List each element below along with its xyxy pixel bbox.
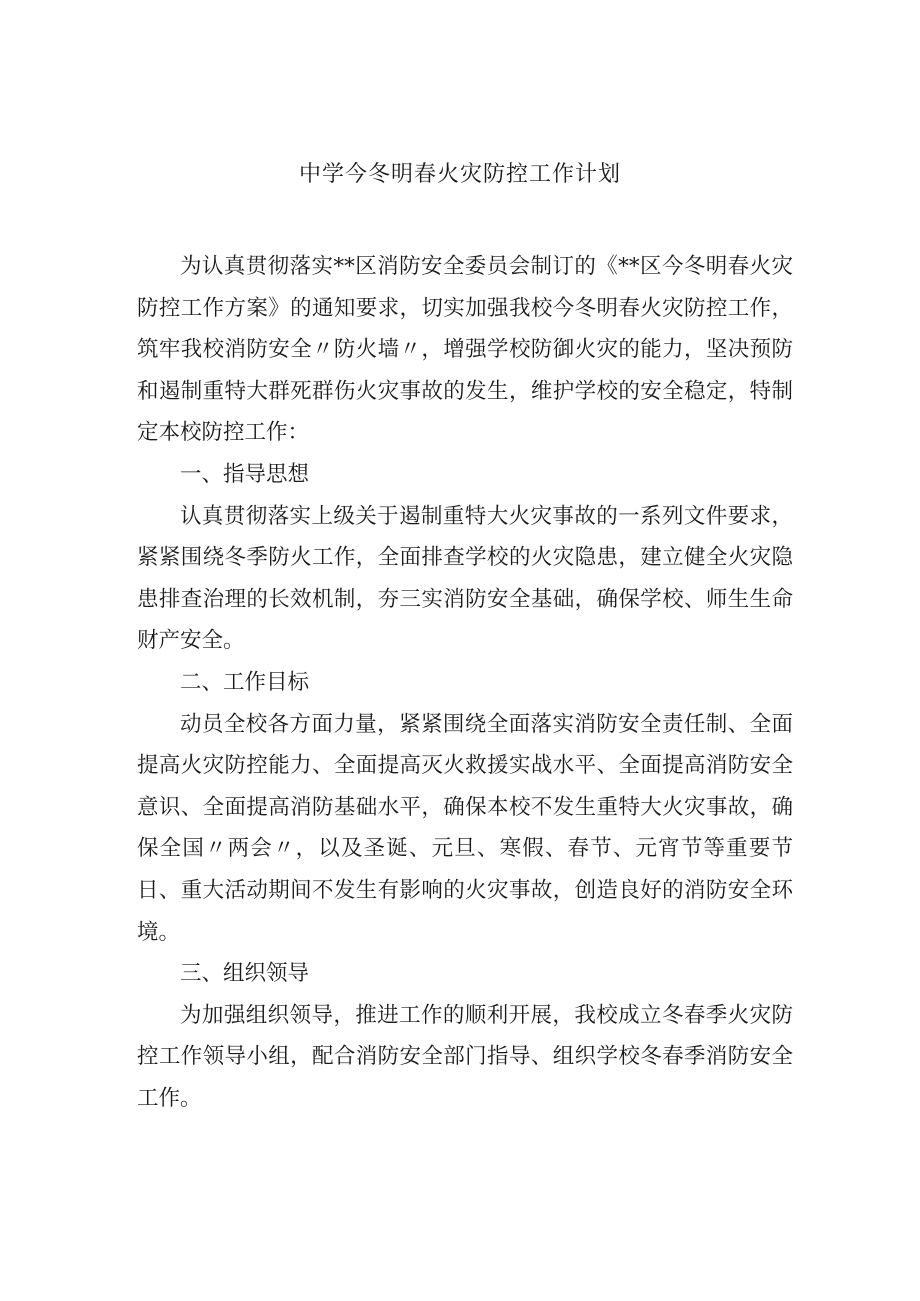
section-paragraph-guiding-ideology: 认真贯彻落实上级关于遏制重特大火灾事故的一系列文件要求，紧紧围绕冬季防火工作，全面排查学校的火灾隐患，建立健全火灾隐患排查治理的长效机制，夯三实消防安全基础，确保学校、师生生命财产安全。 — [137, 503, 793, 654]
section-paragraph-work-goals: 动员全校各方面力量，紧紧围绕全面落实消防安全责任制、全面提高火灾防控能力、全面提高灭火救援实战水平、全面提高消防安全意识、全面提高消防基础水平，确保本校不发生重特大火灾事故，确保全国〃两会〃，以及圣诞、元旦、寒假、春节、元宵节等重要节日、重大活动期间不发生有影响的火灾事故，创造良好的消防安全环境。 — [137, 711, 793, 945]
section-heading-guiding-ideology: 一、指导思想 — [180, 461, 310, 487]
document-title: 中学今冬明春火灾防控工作计划 — [298, 162, 621, 187]
section-paragraph-organization-leadership: 为加强组织领导，推进工作的顺利开展，我校成立冬春季火灾防控工作领导小组，配合消防安全部门指导、组织学校冬春季消防安全工作。 — [137, 1002, 793, 1111]
intro-paragraph: 为认真贯彻落实**区消防安全委员会制订的《**区今冬明春火灾防控工作方案》的通知要求，切实加强我校今冬明春火灾防控工作，筑牢我校消防安全〃防火墙〃，增强学校防御火灾的能力，坚决预防和遏制重特大群死群伤火灾事故的发生，维护学校的安全稳定，特制定本校防控工作： — [137, 254, 793, 446]
section-heading-work-goals: 二、工作目标 — [180, 669, 310, 695]
section-heading-organization-leadership: 三、组织领导 — [180, 961, 310, 987]
document-body — [137, 246, 793, 1119]
